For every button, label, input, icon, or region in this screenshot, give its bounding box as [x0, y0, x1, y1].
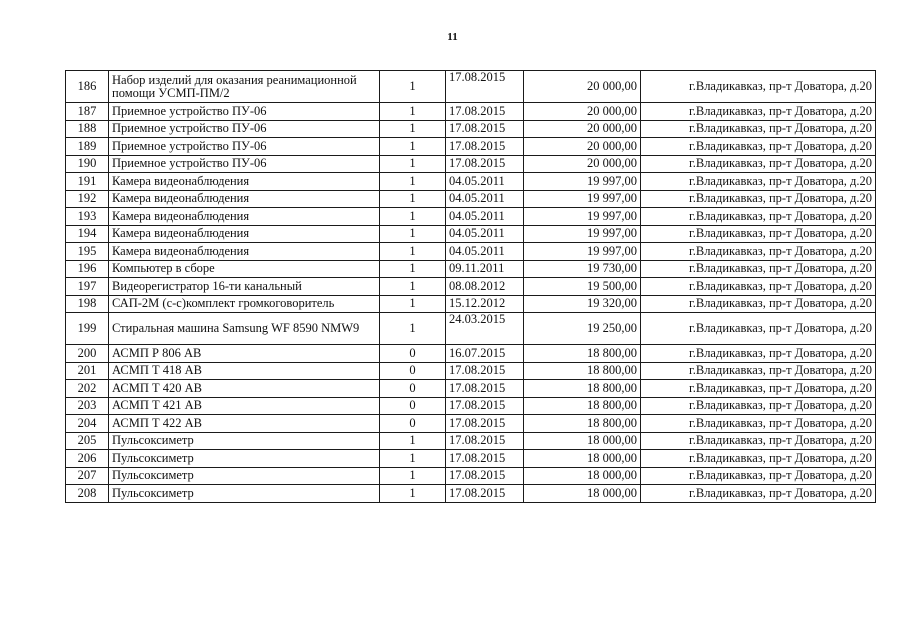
table-row: [66, 345, 876, 363]
inventory-table: [65, 70, 876, 503]
item-address: г.Владикавказ, пр-т Доватора, д.20: [641, 432, 876, 450]
item-cost: 18 800,00: [524, 397, 641, 415]
item-date: 17.08.2015: [446, 415, 524, 433]
item-name: Приемное устройство ПУ-06: [109, 120, 380, 138]
item-cost: 19 320,00: [524, 295, 641, 313]
table-row: [66, 103, 876, 121]
item-quantity: 1: [380, 467, 446, 485]
item-cost: 19 997,00: [524, 208, 641, 226]
item-address: г.Владикавказ, пр-т Доватора, д.20: [641, 313, 876, 345]
item-cost: 19 250,00: [524, 313, 641, 345]
item-address: г.Владикавказ, пр-т Доватора, д.20: [641, 120, 876, 138]
item-cost: 18 800,00: [524, 362, 641, 380]
row-number: 189: [66, 138, 109, 156]
table-row: [66, 450, 876, 468]
table-row: [66, 155, 876, 173]
item-cost: 18 000,00: [524, 485, 641, 503]
item-address: г.Владикавказ, пр-т Доватора, д.20: [641, 345, 876, 363]
row-number: 191: [66, 173, 109, 191]
item-quantity: 1: [380, 138, 446, 156]
item-cost: 19 997,00: [524, 243, 641, 261]
table-row: [66, 138, 876, 156]
row-number: 202: [66, 380, 109, 398]
row-number: 205: [66, 432, 109, 450]
item-quantity: 1: [380, 278, 446, 296]
row-number: 199: [66, 313, 109, 345]
item-cost: 18 800,00: [524, 415, 641, 433]
table-row: [66, 225, 876, 243]
item-address: г.Владикавказ, пр-т Доватора, д.20: [641, 103, 876, 121]
item-address: г.Владикавказ, пр-т Доватора, д.20: [641, 450, 876, 468]
table-row: [66, 467, 876, 485]
item-quantity: 1: [380, 295, 446, 313]
item-cost: 18 800,00: [524, 380, 641, 398]
table-row: [66, 190, 876, 208]
item-quantity: 1: [380, 120, 446, 138]
row-number: 192: [66, 190, 109, 208]
table-row: [66, 173, 876, 191]
item-address: г.Владикавказ, пр-т Доватора, д.20: [641, 155, 876, 173]
item-name: Пульсоксиметр: [109, 467, 380, 485]
item-name: Камера видеонаблюдения: [109, 173, 380, 191]
row-number: 187: [66, 103, 109, 121]
item-cost: 19 730,00: [524, 260, 641, 278]
item-cost: 19 997,00: [524, 225, 641, 243]
item-name: Камера видеонаблюдения: [109, 190, 380, 208]
row-number: 186: [66, 71, 109, 103]
item-quantity: 1: [380, 432, 446, 450]
item-date: 04.05.2011: [446, 208, 524, 226]
item-address: г.Владикавказ, пр-т Доватора, д.20: [641, 173, 876, 191]
item-date: 08.08.2012: [446, 278, 524, 296]
item-name: Приемное устройство ПУ-06: [109, 138, 380, 156]
item-date: 17.08.2015: [446, 485, 524, 503]
item-address: г.Владикавказ, пр-т Доватора, д.20: [641, 243, 876, 261]
item-address: г.Владикавказ, пр-т Доватора, д.20: [641, 397, 876, 415]
item-name: АСМП Р 806 АВ: [109, 345, 380, 363]
item-address: г.Владикавказ, пр-т Доватора, д.20: [641, 190, 876, 208]
item-quantity: 0: [380, 380, 446, 398]
row-number: 204: [66, 415, 109, 433]
row-number: 196: [66, 260, 109, 278]
row-number: 207: [66, 467, 109, 485]
table-row: [66, 485, 876, 503]
item-date: 04.05.2011: [446, 225, 524, 243]
item-address: г.Владикавказ, пр-т Доватора, д.20: [641, 415, 876, 433]
item-date: 17.08.2015: [446, 155, 524, 173]
item-date: 17.08.2015: [446, 397, 524, 415]
table-row: [66, 415, 876, 433]
item-quantity: 1: [380, 103, 446, 121]
item-address: г.Владикавказ, пр-т Доватора, д.20: [641, 485, 876, 503]
row-number: 201: [66, 362, 109, 380]
item-cost: 18 000,00: [524, 467, 641, 485]
item-cost: 18 000,00: [524, 432, 641, 450]
item-cost: 20 000,00: [524, 71, 641, 103]
item-cost: 18 000,00: [524, 450, 641, 468]
item-name: САП-2М (с-с)комплект громкоговоритель: [109, 295, 380, 313]
item-address: г.Владикавказ, пр-т Доватора, д.20: [641, 225, 876, 243]
item-date: 17.08.2015: [446, 103, 524, 121]
item-name: Набор изделий для оказания реанимационной помощи УСМП-ПМ/2: [109, 71, 380, 103]
table-row: [66, 380, 876, 398]
row-number: 193: [66, 208, 109, 226]
item-quantity: 1: [380, 243, 446, 261]
item-name: АСМП Т 422 АВ: [109, 415, 380, 433]
item-name: АСМП Т 421 АВ: [109, 397, 380, 415]
item-address: г.Владикавказ, пр-т Доватора, д.20: [641, 260, 876, 278]
item-address: г.Владикавказ, пр-т Доватора, д.20: [641, 208, 876, 226]
table-row: [66, 432, 876, 450]
item-address: г.Владикавказ, пр-т Доватора, д.20: [641, 138, 876, 156]
table-row: [66, 362, 876, 380]
table-row: [66, 313, 876, 345]
item-address: г.Владикавказ, пр-т Доватора, д.20: [641, 278, 876, 296]
item-name: Пульсоксиметр: [109, 450, 380, 468]
item-cost: 20 000,00: [524, 155, 641, 173]
item-name: Камера видеонаблюдения: [109, 243, 380, 261]
item-cost: 19 997,00: [524, 190, 641, 208]
item-name: Приемное устройство ПУ-06: [109, 103, 380, 121]
item-quantity: 1: [380, 208, 446, 226]
item-name: Приемное устройство ПУ-06: [109, 155, 380, 173]
table-row: [66, 295, 876, 313]
item-name: АСМП Т 418 АВ: [109, 362, 380, 380]
item-cost: 18 800,00: [524, 345, 641, 363]
item-quantity: 1: [380, 155, 446, 173]
row-number: 198: [66, 295, 109, 313]
item-quantity: 1: [380, 260, 446, 278]
item-name: Видеорегистратор 16-ти канальный: [109, 278, 380, 296]
row-number: 188: [66, 120, 109, 138]
item-cost: 20 000,00: [524, 103, 641, 121]
item-name: Стиральная машина Samsung WF 8590 NMW9: [109, 313, 380, 345]
item-quantity: 1: [380, 190, 446, 208]
table-row: [66, 120, 876, 138]
table-row: [66, 260, 876, 278]
page-number: 11: [447, 31, 458, 43]
item-quantity: 1: [380, 485, 446, 503]
item-address: г.Владикавказ, пр-т Доватора, д.20: [641, 467, 876, 485]
item-name: Пульсоксиметр: [109, 432, 380, 450]
item-cost: 19 500,00: [524, 278, 641, 296]
item-cost: 19 997,00: [524, 173, 641, 191]
item-quantity: 0: [380, 345, 446, 363]
item-name: Камера видеонаблюдения: [109, 208, 380, 226]
row-number: 195: [66, 243, 109, 261]
item-name: Камера видеонаблюдения: [109, 225, 380, 243]
table-row: [66, 278, 876, 296]
item-quantity: 1: [380, 71, 446, 103]
item-address: г.Владикавказ, пр-т Доватора, д.20: [641, 380, 876, 398]
item-date: 17.08.2015: [446, 467, 524, 485]
item-date: 17.08.2015: [446, 380, 524, 398]
table-row: [66, 397, 876, 415]
row-number: 208: [66, 485, 109, 503]
item-date: 24.03.2015: [446, 313, 524, 345]
item-date: 15.12.2012: [446, 295, 524, 313]
item-quantity: 1: [380, 313, 446, 345]
item-quantity: 1: [380, 173, 446, 191]
row-number: 194: [66, 225, 109, 243]
row-number: 190: [66, 155, 109, 173]
item-quantity: 0: [380, 415, 446, 433]
item-date: 09.11.2011: [446, 260, 524, 278]
item-date: 17.08.2015: [446, 362, 524, 380]
item-date: 04.05.2011: [446, 243, 524, 261]
item-name: АСМП Т 420 АВ: [109, 380, 380, 398]
row-number: 203: [66, 397, 109, 415]
item-date: 17.08.2015: [446, 450, 524, 468]
row-number: 200: [66, 345, 109, 363]
item-address: г.Владикавказ, пр-т Доватора, д.20: [641, 295, 876, 313]
item-date: 16.07.2015: [446, 345, 524, 363]
item-date: 17.08.2015: [446, 138, 524, 156]
table-row: [66, 71, 876, 103]
item-date: 17.08.2015: [446, 120, 524, 138]
item-quantity: 1: [380, 225, 446, 243]
item-date: 17.08.2015: [446, 432, 524, 450]
item-date: 04.05.2011: [446, 190, 524, 208]
item-date: 04.05.2011: [446, 173, 524, 191]
row-number: 206: [66, 450, 109, 468]
item-date: 17.08.2015: [446, 71, 524, 103]
item-name: Компьютер в сборе: [109, 260, 380, 278]
item-quantity: 1: [380, 450, 446, 468]
item-quantity: 0: [380, 397, 446, 415]
row-number: 197: [66, 278, 109, 296]
table-row: [66, 208, 876, 226]
item-quantity: 0: [380, 362, 446, 380]
item-name: Пульсоксиметр: [109, 485, 380, 503]
item-cost: 20 000,00: [524, 138, 641, 156]
item-address: г.Владикавказ, пр-т Доватора, д.20: [641, 71, 876, 103]
table-row: [66, 243, 876, 261]
item-address: г.Владикавказ, пр-т Доватора, д.20: [641, 362, 876, 380]
item-cost: 20 000,00: [524, 120, 641, 138]
